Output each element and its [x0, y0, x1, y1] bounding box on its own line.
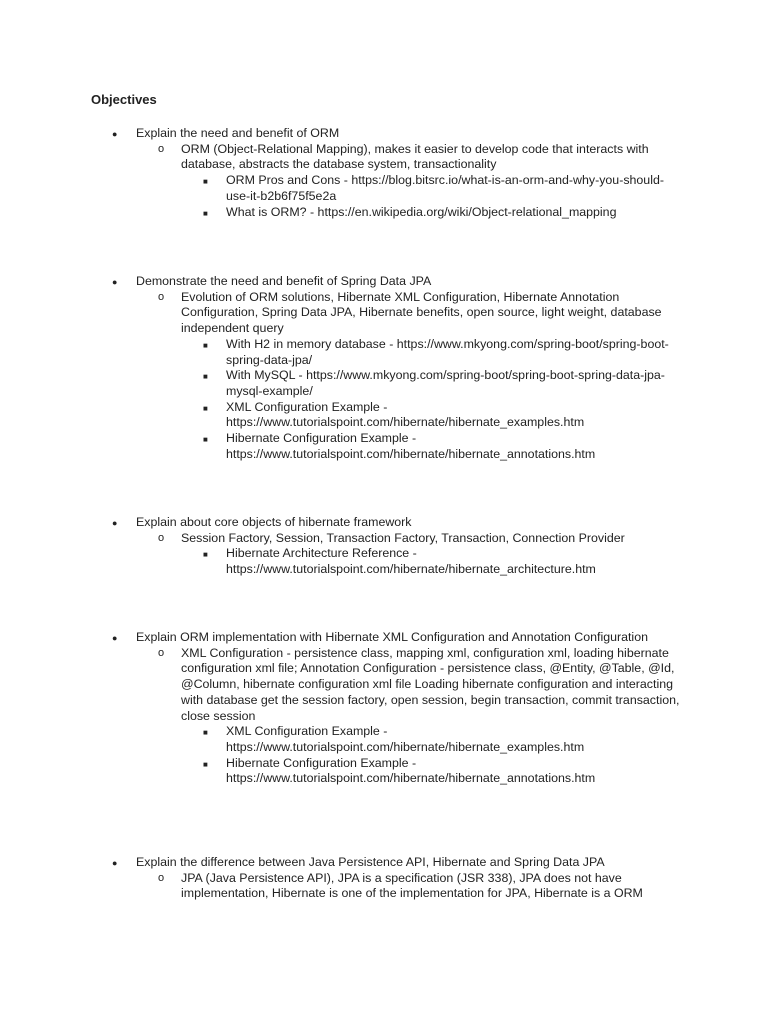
- list-item: ■ XML Configuration Example - https://www.tutorialspoint.com/hibernate/hibernate_examples.htm: [203, 724, 585, 754]
- circle-bullet-icon: o: [158, 871, 165, 884]
- circle-bullet-icon: o: [158, 290, 165, 303]
- section-spring-data-jpa: [0, 274, 768, 462]
- bullet-icon: ●: [112, 518, 118, 528]
- square-bullet-icon: ■: [203, 340, 208, 350]
- list-item: o XML Configuration - persistence class, mapping xml, configuration xml, loading hibernate configuration xml file; Annotation Configuration - persistence class, @Entity, @Table, @Id, @Column, hibernate configuration xml file Loading hibernate configuration and interacting with database get the session factory, open session, begin transaction, commit transaction, close session: [158, 645, 680, 723]
- list-item: ■ With H2 in memory database - https://www.mkyong.com/spring-boot/spring-boot-spring-data-jpa/: [203, 336, 669, 367]
- section-orm: [0, 126, 768, 220]
- circle-bullet-icon: o: [158, 531, 165, 544]
- square-bullet-icon: ■: [203, 759, 208, 769]
- list-item: ■ Hibernate Architecture Reference - https://www.tutorialspoint.com/hibernate/hibernate_architecture.htm: [203, 546, 596, 577]
- list-item: o Evolution of ORM solutions, Hibernate XML Configuration, Hibernate Annotation Configuration, Spring Data JPA, Hibernate benefits, open source, light weight, database independent query: [158, 289, 662, 336]
- page-title: Objectives: [91, 92, 157, 107]
- circle-bullet-icon: o: [158, 142, 165, 155]
- bullet-icon: ●: [112, 129, 118, 139]
- bullet-icon: ●: [112, 858, 118, 868]
- list-item: ■ With MySQL - https://www.mkyong.com/spring-boot/spring-boot-spring-data-jpa-mysql-example/: [203, 368, 665, 398]
- list-item: ● Explain the difference between Java Persistence API, Hibernate and Spring Data JPA: [0, 855, 768, 871]
- list-item: ● Explain ORM implementation with Hibernate XML Configuration and Annotation Configuration: [0, 630, 768, 646]
- square-bullet-icon: ■: [203, 372, 208, 382]
- list-item: ■ Hibernate Configuration Example -https://www.tutorialspoint.com/hibernate/hibernate_annotations.htm: [203, 431, 596, 461]
- list-item: ■ ORM Pros and Cons - https://blog.bitsrc.io/what-is-an-orm-and-why-you-should-use-it-b2b6f75f5e2a: [203, 173, 664, 203]
- list-item: ■ Hibernate Configuration Example - https://www.tutorialspoint.com/hibernate/hibernate_annotations.htm: [203, 755, 596, 786]
- section-orm-implementation: [0, 630, 768, 787]
- section-jpa-difference: [0, 855, 768, 902]
- square-bullet-icon: ■: [203, 177, 208, 187]
- section-core-objects: [0, 515, 768, 578]
- list-item: o Session Factory, Session, Transaction Factory, Transaction, Connection Provider: [158, 530, 625, 545]
- list-item: ● Demonstrate the need and benefit of Spring Data JPA: [0, 274, 768, 290]
- square-bullet-icon: ■: [203, 435, 208, 445]
- square-bullet-icon: ■: [203, 403, 208, 413]
- bullet-icon: ●: [112, 277, 118, 287]
- list-item: o JPA (Java Persistence API), JPA is a specification (JSR 338), JPA does not have implementation, Hibernate is one of the implementation for JPA, Hibernate is a ORM: [158, 870, 643, 901]
- circle-bullet-icon: o: [158, 646, 165, 659]
- square-bullet-icon: ■: [203, 208, 208, 218]
- list-item: o ORM (Object-Relational Mapping), makes it easier to develop code that interacts with database, abstracts the database system, transactionality: [158, 141, 649, 172]
- list-item: ■ XML Configuration Example -https://www.tutorialspoint.com/hibernate/hibernate_examples.htm: [203, 399, 585, 430]
- square-bullet-icon: ■: [203, 728, 208, 738]
- list-item: ● Explain the need and benefit of ORM: [0, 126, 768, 142]
- bullet-icon: ●: [112, 633, 118, 643]
- list-item: ● Explain about core objects of hibernate framework: [0, 515, 768, 531]
- square-bullet-icon: ■: [203, 550, 208, 560]
- list-item: ■ What is ORM? - https://en.wikipedia.org/wiki/Object-relational_mapping: [0, 205, 768, 221]
